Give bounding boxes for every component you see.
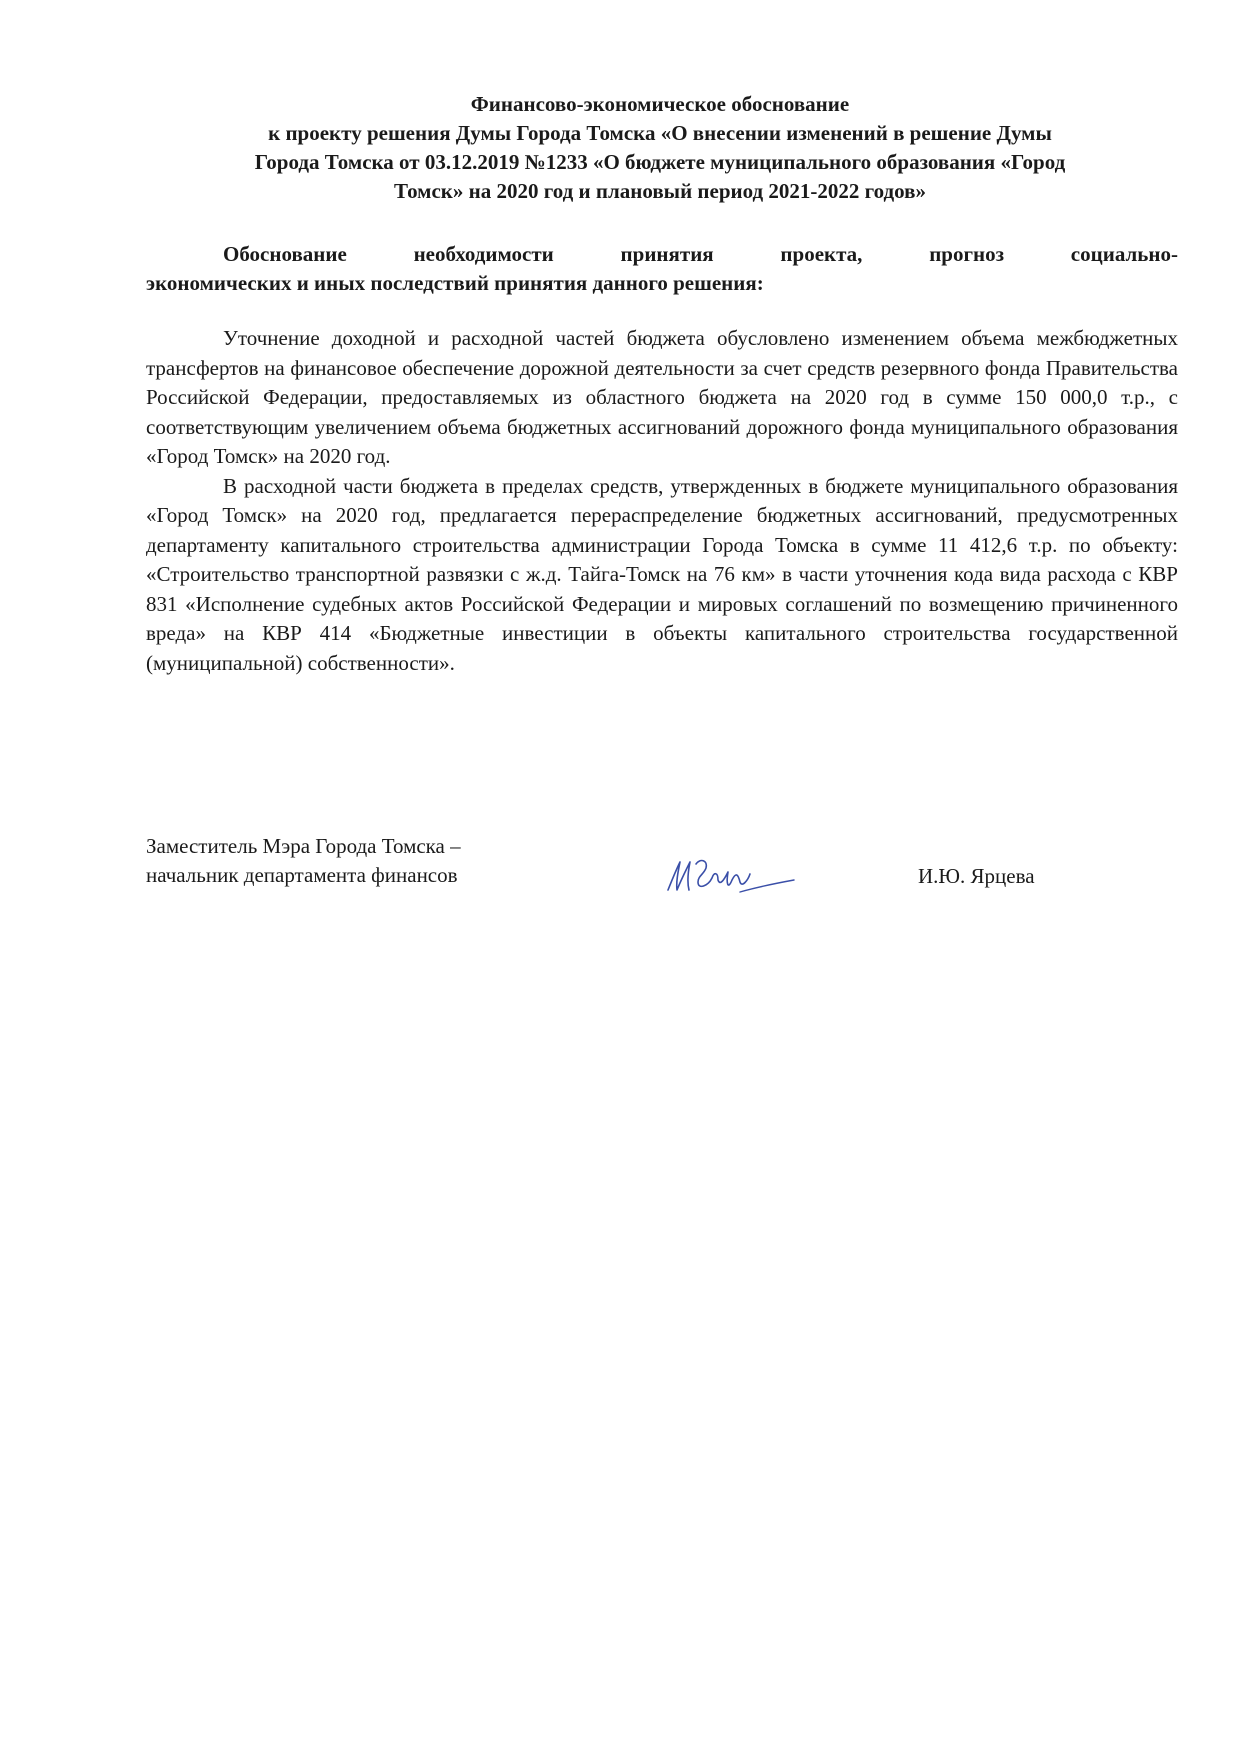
heading-line: экономических и иных последствий принятия данного решения: — [146, 271, 764, 295]
title-line: Города Томска от 03.12.2019 №1233 «О бюджете муниципального образования «Город — [254, 150, 1066, 174]
justification-heading — [146, 240, 1178, 298]
body-paragraph: В расходной части бюджета в пределах средств, утвержденных в бюджете муниципального образования «Город Томск» на 2020 год, предлагается перераспределение бюджетных ассигнований, предусмотренных департаменту капитального строительства администрации Города Томска в сумме 11 412,6 т.р. по объекту: «Строительство транспортной развязки с ж.д. Тайга-Томск на 76 км» в части уточнения кода вида расхода с КВР 831 «Исполнение судебных актов Российской Федерации и мировых соглашений по возмещению причиненного вреда» на КВР 414 «Бюджетные инвестиции в объекты капитального строительства государственной (муниципальной) собственности». — [146, 473, 1178, 675]
signature-block — [146, 832, 1186, 902]
title-line: Томск» на 2020 год и плановый период 2021-2022 годов» — [394, 179, 926, 203]
body-paragraph: Уточнение доходной и расходной частей бюджета обусловлено изменением объема межбюджетных трансфертов на финансовое обеспечение дорожной деятельности за счет средств резервного фонда Правительства Российской Федерации, предоставляемых из областного бюджета на 2020 год в сумме 150 000,0 т.р., с соответствующим увеличением объема бюджетных ассигнований дорожного фонда муниципального образования «Город Томск» на 2020 год. — [146, 326, 1178, 468]
handwritten-signature — [662, 850, 802, 902]
document-body — [146, 324, 1178, 678]
title-line: к проекту решения Думы Города Томска «О внесении изменений в решение Думы — [268, 121, 1052, 145]
signatory-name: И.Ю. Ярцева — [918, 864, 1035, 888]
title-line: Финансово-экономическое обоснование — [470, 92, 850, 116]
position-line: Заместитель Мэра Города Томска – — [146, 834, 461, 858]
document-title — [140, 90, 1180, 206]
heading-line: Обоснование необходимости принятия проекта, прогноз социально- — [223, 242, 1178, 266]
signatory-position — [146, 832, 586, 890]
position-line: начальник департамента финансов — [146, 863, 458, 887]
